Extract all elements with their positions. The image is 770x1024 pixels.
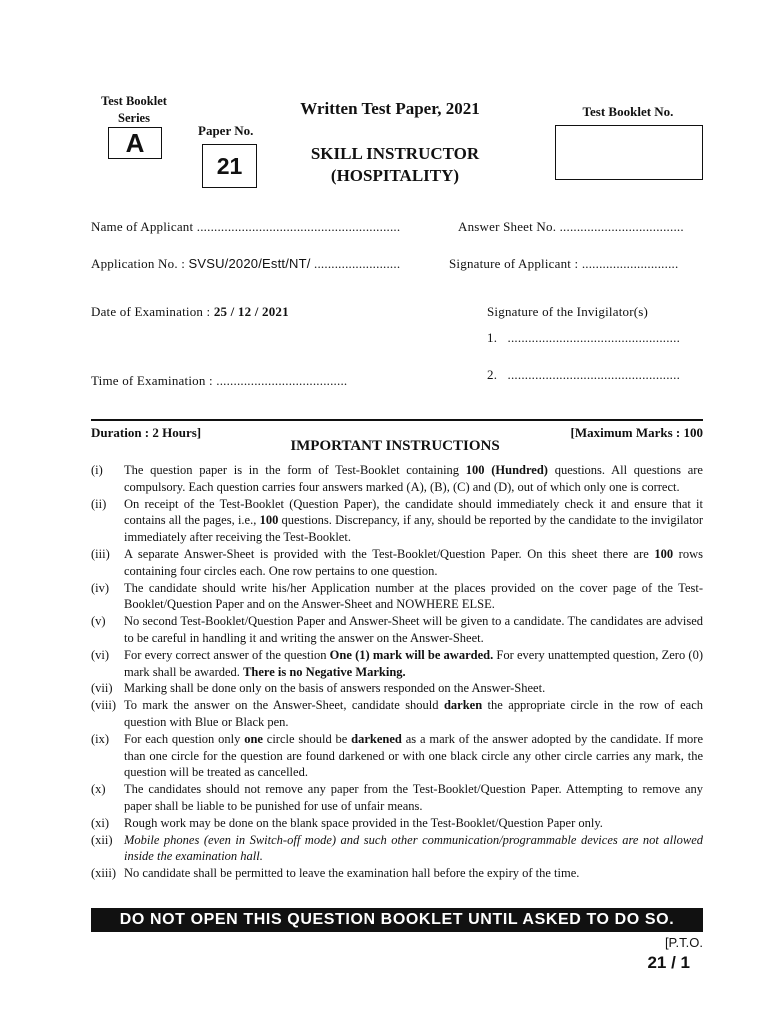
paper-no-label: Paper No. (198, 123, 254, 138)
instruction-segment: For every unattempted question, Zero (0) mark shall be awarded. (124, 647, 703, 679)
sig-app-dots: ............................ (581, 256, 679, 271)
instruction-item (91, 546, 703, 580)
instruction-emphasis: One (1) mark will be awarded. (329, 647, 494, 662)
duration: Duration : 2 Hours] (91, 425, 202, 440)
instruction-text (124, 496, 703, 546)
application-no-field[interactable] (91, 256, 400, 272)
instruction-number: (v) (91, 614, 106, 629)
booklet-no-box[interactable] (555, 125, 703, 180)
invig1-num: 1. (487, 330, 498, 345)
sig-app-label: Signature of Applicant : (449, 256, 579, 271)
signature-of-applicant-field[interactable] (449, 256, 678, 272)
invigilator-signature-label: Signature of the Invigilator(s) (487, 304, 649, 319)
page-number: 21 / 1 (647, 953, 690, 972)
instruction-text (124, 580, 703, 614)
date-of-examination-field (91, 304, 289, 320)
instruction-item (91, 680, 703, 697)
instruction-segment: A separate Answer-Sheet is provided with the Test-Booklet/Question Paper. On this sheet there are (124, 546, 655, 561)
instruction-item (91, 580, 703, 614)
instruction-item (91, 462, 703, 496)
answer-sheet-no-field[interactable] (458, 219, 684, 235)
instruction-text (124, 697, 703, 731)
instruction-segment: circle should be (262, 731, 352, 746)
instruction-item (91, 832, 703, 866)
instruction-number: (ix) (91, 731, 110, 746)
series-label-line1: Test Booklet (101, 94, 167, 108)
instruction-segment: Rough work may be done on the blank space provided in the Test-Booklet/Question Paper only. (124, 815, 603, 830)
instruction-item (91, 613, 703, 647)
instruction-segment: The candidates should not remove any paper from the Test-Booklet/Question Paper. Attempting to remove any paper shall be liable to be punished for use of unfair means. (124, 782, 703, 813)
paper-no-box: 21 (202, 144, 257, 188)
instruction-emphasis: one (244, 731, 263, 746)
date-label: Date of Examination : (91, 304, 211, 319)
instruction-segment: For each question only (124, 731, 245, 746)
instruction-emphasis: darken (443, 698, 483, 713)
invigilator-signature-1[interactable] (487, 330, 680, 346)
instruction-item (91, 697, 703, 731)
pto-label: [P.T.O. (664, 935, 703, 950)
instruction-text (124, 462, 703, 496)
instruction-emphasis: darkened (351, 731, 402, 746)
instruction-emphasis: 100 (654, 546, 674, 561)
instruction-segment: as a mark of the answer adopted by the candidate. If more than one circle for the question are found darkened or with one black circle any other circle carries any mark, the question will be treated as cancelled. (124, 731, 703, 780)
booklet-no-label: Test Booklet No. (582, 104, 674, 119)
instruction-number: (vii) (91, 681, 113, 696)
instruction-text (124, 647, 703, 681)
invigilator-signature-2[interactable] (487, 367, 680, 383)
instruction-text (124, 546, 703, 580)
page-title: Written Test Paper, 2021 (300, 99, 480, 118)
date-value: 25 / 12 / 2021 (213, 304, 289, 319)
instruction-number: (xi) (91, 815, 110, 830)
instruction-number: (vi) (91, 647, 110, 662)
instructions-title: IMPORTANT INSTRUCTIONS (290, 438, 500, 454)
name-label: Name of Applicant (91, 219, 194, 234)
instruction-item (91, 647, 703, 681)
time-of-examination-field[interactable] (91, 373, 347, 389)
instruction-number: (iii) (91, 546, 110, 561)
instruction-number: (iv) (91, 580, 110, 595)
do-not-open-banner: DO NOT OPEN THIS QUESTION BOOKLET UNTIL ASKED TO DO SO. (91, 908, 703, 932)
instruction-text (124, 781, 703, 815)
invig2-dots: .................................................. (507, 367, 681, 382)
instruction-number: (i) (91, 463, 103, 477)
instruction-text (124, 832, 703, 866)
instruction-item (91, 865, 703, 882)
answer-sheet-dots: .................................... (559, 219, 684, 234)
instruction-item (91, 781, 703, 815)
invig2-num: 2. (487, 367, 498, 382)
instruction-number: (xii) (91, 832, 113, 847)
subject-line1: SKILL INSTRUCTOR (310, 144, 480, 163)
app-no-label: Application No. : (91, 256, 186, 271)
maximum-marks: [Maximum Marks : 100 (570, 425, 703, 440)
instruction-segment: For every correct answer of the question (124, 647, 330, 662)
invig1-dots: .................................................. (507, 330, 681, 345)
instruction-segment: questions. Discrepancy, if any, should be reported by the candidate to the invigilator immediately after receiving the Test-Booklet. (124, 513, 703, 545)
app-no-value: SVSU/2020/Estt/NT/ (188, 256, 311, 271)
instruction-segment: On receipt of the Test-Booklet (Question Paper), the candidate should immediately check it and ensure that it contains all the pages, i.e., (124, 496, 703, 528)
instruction-segment: To mark the answer on the Answer-Sheet, candidate should (124, 698, 444, 713)
instructions-list (91, 462, 703, 882)
instruction-number: (viii) (91, 698, 116, 713)
instruction-number: (xiii) (91, 866, 116, 881)
instruction-text (124, 815, 703, 832)
series-label-line2: Series (118, 111, 150, 125)
instruction-segment: questions. All questions are compulsory. Each question carries four answers marked (A), (B), (C) and (D), out of which only one is correct. (124, 463, 703, 494)
instruction-text (124, 731, 703, 781)
instruction-number: (x) (91, 782, 106, 797)
instruction-segment: No candidate shall be permitted to leave the examination hall before the expiry of the time. (124, 866, 580, 881)
instruction-segment: The candidate should write his/her Application number at the places provided on the cover page of the Test-Booklet/Question Paper and on the Answer-Sheet and NOWHERE ELSE. (124, 580, 703, 612)
instruction-text (124, 613, 703, 647)
instruction-segment: Mobile phones (even in Switch-off mode) and such other communication/programmable devices are not allowed inside the examination hall. (124, 832, 703, 864)
time-label: Time of Examination : (91, 373, 213, 388)
instruction-text (124, 865, 703, 882)
instruction-emphasis: 100 (Hundred) (465, 463, 548, 477)
subject-line2: (HOSPITALITY) (330, 166, 460, 185)
instruction-segment: the appropriate circle in the row of each question with Blue or Black pen. (124, 698, 703, 729)
instruction-text (124, 680, 703, 697)
instruction-emphasis: There is no Negative Marking. (243, 664, 406, 679)
time-dots: ...................................... (216, 373, 348, 388)
name-dots: ........................................................... (196, 219, 401, 234)
series-box: A (108, 127, 162, 159)
name-of-applicant-field[interactable] (91, 219, 400, 235)
instruction-segment: rows containing four circles each. One row pertains to one question. (124, 546, 703, 578)
instruction-item (91, 815, 703, 832)
test-booklet-series-label (88, 93, 180, 127)
app-no-dots: ......................... (314, 256, 401, 271)
instruction-segment: Marking shall be done only on the basis of answers responded on the Answer-Sheet. (124, 681, 546, 696)
instruction-segment: The question paper is in the form of Test-Booklet containing (124, 463, 466, 477)
answer-sheet-label: Answer Sheet No. (458, 219, 557, 234)
instruction-segment: No second Test-Booklet/Question Paper and Answer-Sheet will be given to a candidate. The candidates are advised to be careful in handling it and writing the answer on the Answer-Sheet. (124, 614, 703, 645)
instruction-item (91, 496, 703, 546)
divider (91, 419, 703, 421)
instruction-item (91, 731, 703, 781)
instruction-number: (ii) (91, 496, 107, 511)
instruction-emphasis: 100 (259, 513, 279, 528)
